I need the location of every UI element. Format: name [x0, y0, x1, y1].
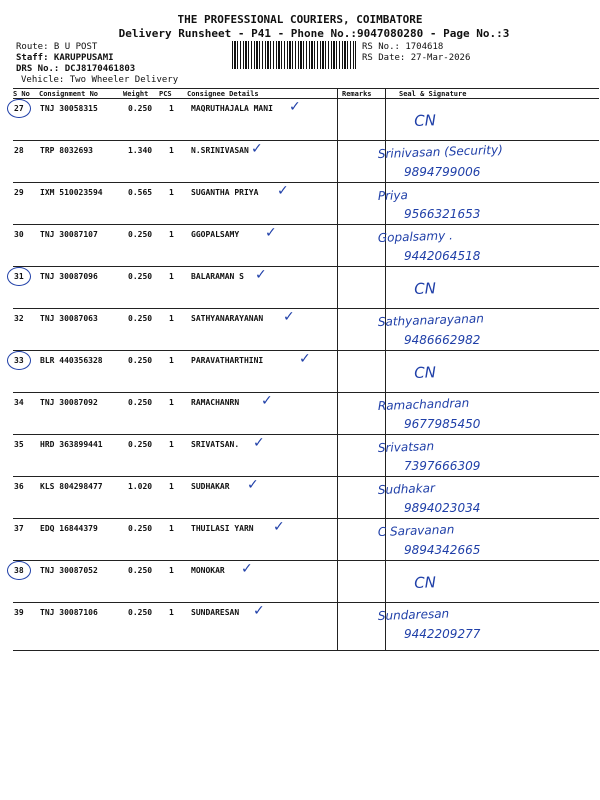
row-divider	[13, 140, 599, 141]
signature-phone: 7397666309	[404, 459, 481, 473]
signature-text: Gopalsamy .	[377, 228, 454, 245]
route-label: Route: B U POST	[16, 42, 98, 52]
row-sno: 31	[14, 272, 24, 281]
row-consignment-no: TNJ 30087096	[40, 272, 98, 281]
row-sno: 38	[14, 566, 24, 575]
row-consignee: THUILASI YARN	[191, 524, 254, 533]
signature-text: Priya	[377, 187, 409, 203]
row-divider	[13, 518, 599, 519]
row-consignee: SUNDARESAN	[191, 608, 240, 617]
row-consignment-no: TNJ 30087052	[40, 566, 98, 575]
signature-text: Sudhakar	[377, 481, 436, 497]
col-header-sno: S No	[13, 90, 30, 98]
row-weight: 0.565	[128, 188, 153, 197]
signature-text: CN	[413, 363, 437, 382]
row-consignee: PARAVATHARTHINI	[191, 356, 264, 365]
runsheet-subtitle: Delivery Runsheet - P41 - Phone No.:9047080280 - Page No.:3	[118, 27, 510, 40]
checkmark-icon: ✓	[247, 477, 259, 493]
table-bottom-border	[13, 650, 599, 651]
checkmark-icon: ✓	[289, 99, 301, 115]
sno-circle-mark	[7, 351, 31, 370]
signature-text: CN	[413, 573, 437, 592]
sno-circle-mark	[7, 99, 31, 118]
row-pcs: 1	[169, 398, 174, 407]
col-header-consignment: Consignment No	[39, 90, 99, 98]
row-consignment-no: BLR 440356328	[40, 356, 103, 365]
signature-phone: 9442209277	[404, 627, 481, 641]
row-weight: 0.250	[128, 524, 153, 533]
vehicle-label: Vehicle: Two Wheeler Delivery	[21, 75, 179, 85]
rs-number: RS No.: 1704618	[362, 42, 444, 52]
row-sno: 28	[14, 146, 24, 155]
table-header-border	[13, 98, 599, 99]
row-divider	[13, 434, 599, 435]
row-consignment-no: TRP 8032693	[40, 146, 93, 155]
remarks-right-border	[385, 88, 386, 651]
row-weight: 1.340	[128, 146, 153, 155]
row-divider	[13, 224, 599, 225]
signature-text: Srinivasan (Security)	[377, 142, 503, 161]
row-sno: 27	[14, 104, 24, 113]
checkmark-icon: ✓	[253, 435, 265, 451]
checkmark-icon: ✓	[251, 141, 263, 157]
signature-text: CN	[413, 111, 437, 130]
row-sno: 35	[14, 440, 24, 449]
signature-text: Sundaresan	[377, 606, 450, 623]
col-header-signature: Seal & Signature	[399, 90, 467, 98]
row-consignee: SRIVATSAN.	[191, 440, 240, 449]
row-consignee: MONOKAR	[191, 566, 225, 575]
row-consignee: RAMACHANRN	[191, 398, 240, 407]
row-sno: 30	[14, 230, 24, 239]
rs-date: RS Date: 27-Mar-2026	[362, 53, 471, 63]
signature-text: CN	[413, 279, 437, 298]
checkmark-icon: ✓	[255, 267, 267, 283]
row-sno: 32	[14, 314, 24, 323]
row-consignment-no: IXM 510023594	[40, 188, 103, 197]
checkmark-icon: ✓	[261, 393, 273, 409]
col-header-consignee: Consignee Details	[187, 90, 259, 98]
row-pcs: 1	[169, 566, 174, 575]
row-consignment-no: TNJ 30087063	[40, 314, 98, 323]
row-weight: 0.250	[128, 104, 153, 113]
signature-phone: 9894799006	[404, 165, 481, 179]
row-pcs: 1	[169, 524, 174, 533]
row-pcs: 1	[169, 188, 174, 197]
row-consignee: SATHYANARAYANAN	[191, 314, 264, 323]
row-pcs: 1	[169, 230, 174, 239]
checkmark-icon: ✓	[265, 225, 277, 241]
row-sno: 39	[14, 608, 24, 617]
signature-phone: 9566321653	[404, 207, 481, 221]
row-consignee: N.SRINIVASAN	[191, 146, 249, 155]
row-divider	[13, 182, 599, 183]
signature-phone: 9677985450	[404, 417, 481, 431]
row-weight: 0.250	[128, 398, 153, 407]
row-consignee: GGOPALSAMY	[191, 230, 240, 239]
row-sno: 33	[14, 356, 24, 365]
row-pcs: 1	[169, 314, 174, 323]
row-sno: 29	[14, 188, 24, 197]
row-consignee: MAQRUTHAJALA MANI	[191, 104, 273, 113]
row-divider	[13, 392, 599, 393]
row-pcs: 1	[169, 608, 174, 617]
col-header-remarks: Remarks	[342, 90, 372, 98]
row-consignment-no: TNJ 30058315	[40, 104, 98, 113]
row-weight: 1.020	[128, 482, 153, 491]
row-pcs: 1	[169, 356, 174, 365]
row-divider	[13, 308, 599, 309]
row-sno: 37	[14, 524, 24, 533]
row-consignment-no: TNJ 30087106	[40, 608, 98, 617]
row-pcs: 1	[169, 482, 174, 491]
row-weight: 0.250	[128, 230, 153, 239]
remarks-left-border	[337, 88, 338, 651]
row-weight: 0.250	[128, 314, 153, 323]
signature-text: C Saravanan	[377, 522, 455, 539]
checkmark-icon: ✓	[241, 561, 253, 577]
signature-phone: 9442064518	[404, 249, 481, 263]
row-consignee: SUGANTHA PRIYA	[191, 188, 259, 197]
company-title: THE PROFESSIONAL COURIERS, COIMBATORE	[177, 13, 423, 26]
row-divider	[13, 266, 599, 267]
barcode-image	[232, 41, 356, 69]
row-pcs: 1	[169, 104, 174, 113]
signature-text: Ramachandran	[377, 395, 470, 413]
row-consignee: BALARAMAN S	[191, 272, 244, 281]
row-weight: 0.250	[128, 440, 153, 449]
signature-phone: 9486662982	[404, 333, 481, 347]
checkmark-icon: ✓	[299, 351, 311, 367]
row-pcs: 1	[169, 146, 174, 155]
signature-text: Sathyanarayanan	[377, 311, 485, 329]
row-pcs: 1	[169, 440, 174, 449]
row-weight: 0.250	[128, 272, 153, 281]
sno-circle-mark	[7, 561, 31, 580]
row-weight: 0.250	[128, 356, 153, 365]
row-consignment-no: EDQ 16844379	[40, 524, 98, 533]
row-weight: 0.250	[128, 608, 153, 617]
delivery-table	[13, 88, 599, 651]
row-divider	[13, 560, 599, 561]
row-sno: 34	[14, 398, 24, 407]
col-header-weight: Weight	[123, 90, 149, 98]
checkmark-icon: ✓	[283, 309, 295, 325]
table-top-border	[13, 88, 599, 89]
checkmark-icon: ✓	[253, 603, 265, 619]
drs-number: DRS No.: DCJ8170461803	[16, 64, 136, 74]
col-header-pcs: PCS	[159, 90, 172, 98]
row-weight: 0.250	[128, 566, 153, 575]
sno-circle-mark	[7, 267, 31, 286]
staff-label: Staff: KARUPPUSAMI	[16, 53, 114, 63]
row-pcs: 1	[169, 272, 174, 281]
signature-phone: 9894023034	[404, 501, 481, 515]
row-consignee: SUDHAKAR	[191, 482, 230, 491]
row-sno: 36	[14, 482, 24, 491]
row-consignment-no: HRD 363899441	[40, 440, 103, 449]
checkmark-icon: ✓	[277, 183, 289, 199]
row-divider	[13, 602, 599, 603]
row-consignment-no: TNJ 30087107	[40, 230, 98, 239]
checkmark-icon: ✓	[273, 519, 285, 535]
row-consignment-no: KLS 804298477	[40, 482, 103, 491]
signature-phone: 9894342665	[404, 543, 481, 557]
signature-text: Srivatsan	[377, 439, 435, 455]
row-consignment-no: TNJ 30087092	[40, 398, 98, 407]
row-divider	[13, 476, 599, 477]
